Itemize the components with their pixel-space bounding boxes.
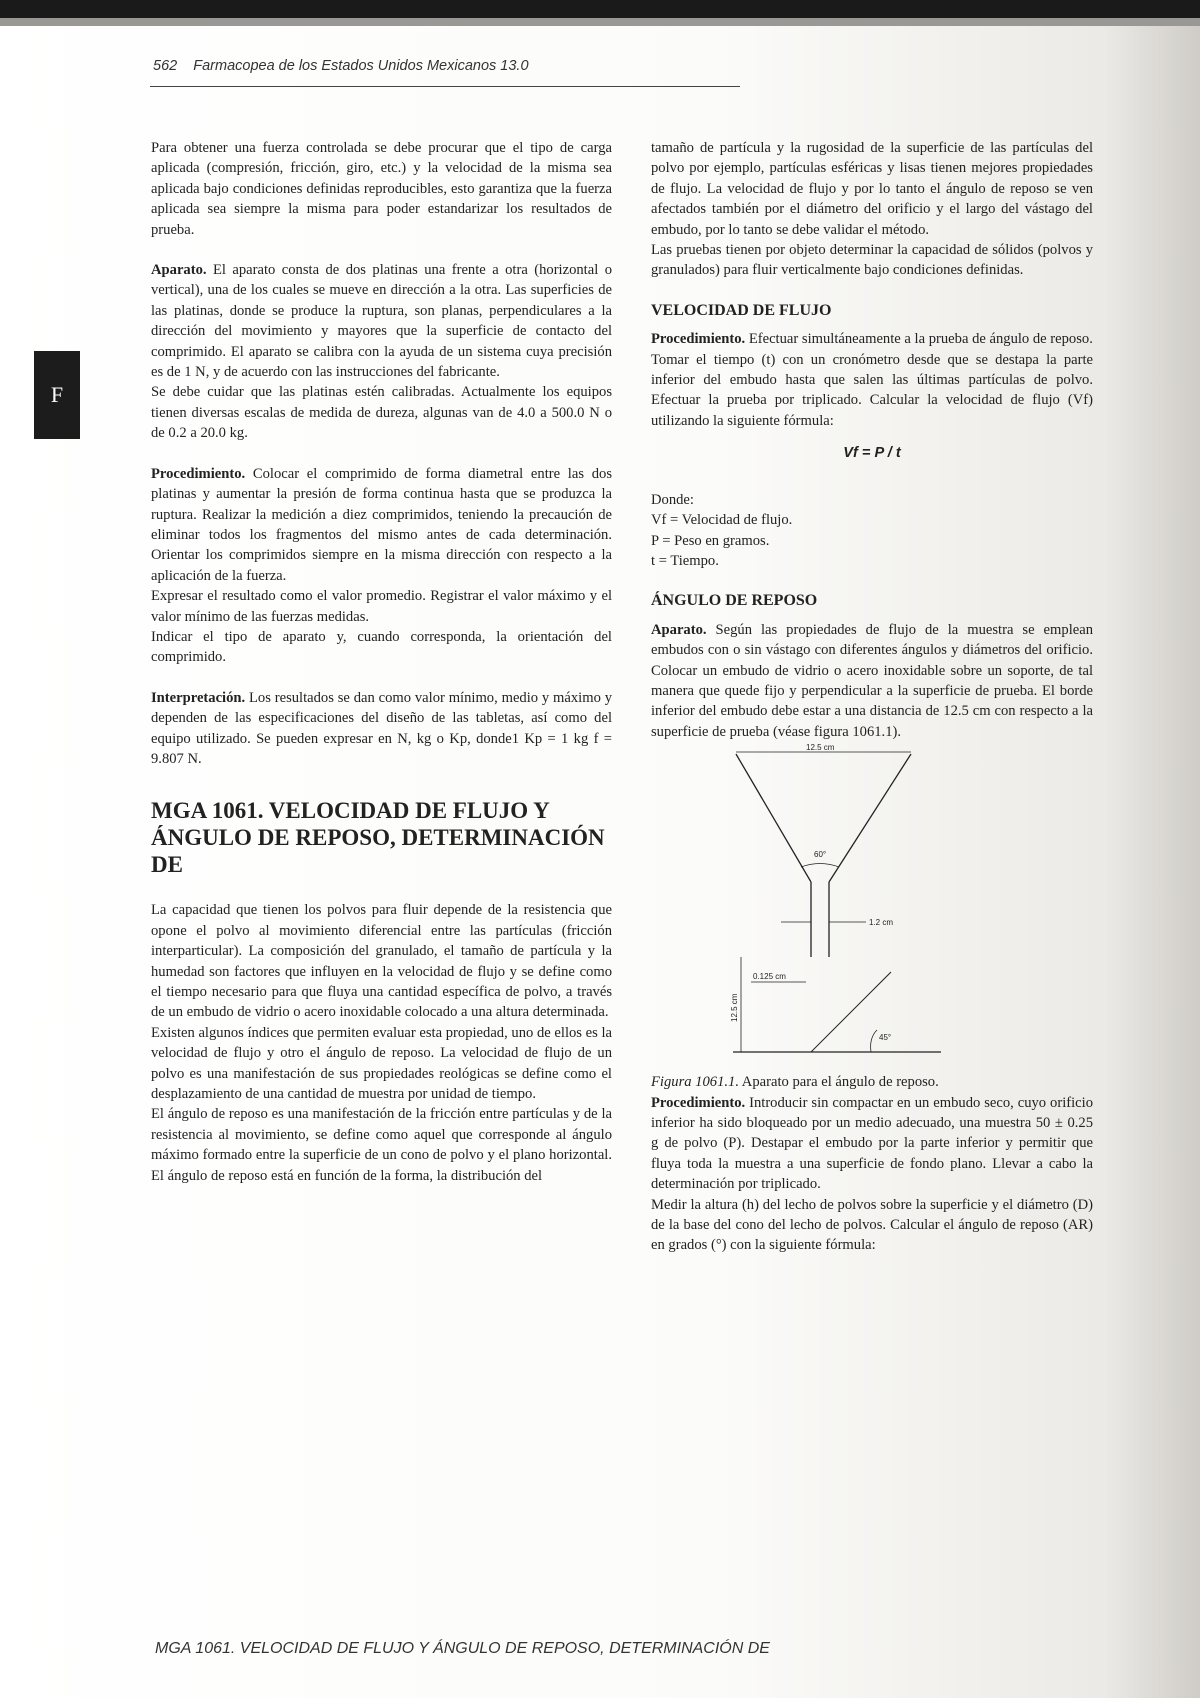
header-title: Farmacopea de los Estados Unidos Mexicanos 13.0: [193, 58, 529, 74]
text-procedimiento: Colocar el comprimido de forma diametral entre las dos platinas y aumentar la presión de forma continua hasta que se produzca la ruptura. Realizar la medición a diez comprimidos, teniendo la precaución de eliminar todos los fragmentos del mismo antes de cada determinación. Orientar los comprimidos siempre en la misma dirección con respecto a la aplicación de la fuerza.: [151, 465, 612, 584]
right-column: [651, 138, 1093, 1256]
paragraph-medir: Medir la altura (h) del lecho de polvos sobre la superficie y el diámetro (D) de la base del cono del lecho de polvos. Calcular el ángulo de reposo (AR) en grados (°) con la siguiente fórmula:: [651, 1196, 1093, 1254]
text-vf-procedimiento: Efectuar simultáneamente a la prueba de ángulo de reposo.: [745, 331, 1093, 348]
paragraph-calibradas: Se debe cuidar que las platinas estén calibradas. Actualmente los equipos tienen diversas escalas de medida de dureza, algunas van de 4.0 a 500.0 N o de 0.2 a 20.0 kg.: [151, 384, 612, 442]
paragraph-expresar: Expresar el resultado como el valor promedio. Registrar el valor máximo y el valor mínimo de las fuerzas medidas.: [151, 588, 612, 625]
heading-angulo-reposo: ÁNGULO DE REPOSO: [651, 592, 818, 610]
definition-vf: Vf = Velocidad de flujo.: [651, 512, 793, 529]
label-aparato: Aparato.: [151, 262, 207, 279]
caption-number: Figura 1061.1.: [651, 1074, 739, 1091]
paragraph-pruebas: Las pruebas tienen por objeto determinar la capacidad de sólidos (polvos y granulados) para fluir verticalmente bajo condiciones definidas.: [651, 242, 1093, 279]
paragraph-ar-aparato: [651, 620, 1093, 742]
running-footer: MGA 1061. VELOCIDAD DE FLUJO Y ÁNGULO DE REPOSO, DETERMINACIÓN DE: [155, 1640, 770, 1657]
figure-1061-1: [651, 742, 1093, 1072]
label-stem: 1.2 cm: [869, 918, 894, 928]
paragraph-procedimiento: [151, 464, 612, 586]
label-ar-aparato: Aparato.: [651, 621, 707, 638]
section-tab: [34, 351, 80, 439]
donde-label: Donde:: [651, 491, 694, 508]
label-vf-procedimiento: Procedimiento.: [651, 331, 746, 348]
scan-top-edge-shadow: [0, 18, 1200, 26]
label-height: 12.5 cm: [730, 993, 739, 1023]
label-orifice: 0.125 cm: [753, 972, 786, 982]
scan-top-edge: [0, 0, 1200, 18]
paragraph-capacidad: La capacidad que tienen los polvos para fluir depende de la resistencia que opone el polvo al movimiento diferencial entre las partículas (fricción interparticular). La composición del granulado, el tamaño de partícula y la humedad son factores que influyen en la velocidad de flujo y se define como el tiempo necesario para que fluya una cantidad específica de polvo, a través de un embudo de vidrio o acero inoxidable colocado a una altura determinada.: [151, 902, 612, 1021]
definition-t: t = Tiempo.: [651, 552, 719, 569]
text-aparato: El aparato consta de dos platinas una frente a otra (horizontal o vertical), una de los cuales se mueve en dirección a la otra. Las superficies de las platinas, donde se produce la ruptura, son planas, perpendiculares a la dirección del movimiento y mayores que la superficie de contacto del comprimido. El aparato se calibra con la ayuda de un sistema cuya precisión es de 1 N, y de acuerdo con las instrucciones del fabricante.: [151, 262, 612, 381]
caption-text: Aparato para el ángulo de reposo.: [738, 1074, 939, 1091]
page-number: 562: [153, 58, 178, 74]
text-interpretacion: Los resultados se dan como valor mínimo, medio y máximo y dependen de las especificaciones del diseño de las tabletas, así como del equipo utilizado. Se pueden expresar en N, kg o Kp, donde1 Kp = 1 kg f = 9.807 N.: [151, 689, 612, 767]
paragraph-ar-procedimiento: [651, 1093, 1093, 1195]
text-ar-aparato: Según las propiedades de flujo de la muestra se emplean embudos con o sin vástago con diferentes ángulos y diámetros del orificio. Colocar un embudo de vidrio o acero inoxidable sobre un soporte, de tal manera que quede fijo y perpendicular a la superficie de prueba. El borde inferior del embudo debe estar a una distancia de 12.5 cm con respecto a la superficie de prueba (véase figura 1061.1).: [651, 621, 1093, 740]
angle-arc-bottom: [871, 1030, 877, 1052]
funnel-diagram: [711, 742, 1031, 1072]
formula-velocidad: Vf = P / t: [843, 445, 901, 462]
paragraph-interpretacion: [151, 688, 612, 770]
definition-p: P = Peso en gramos.: [651, 532, 770, 549]
section-tab-letter: F: [50, 382, 64, 407]
text-ar-procedimiento: Introducir sin compactar en un embudo seco, cuyo orificio inferior ha sido bloqueado por un medio adecuado, una muestra 50 ± 0.25 g de polvo (P). Destapar el embudo por la parte inferior y permitir que fluya toda la muestra a una superficie de fondo plano. Llevar a cabo la determinación por triplicado.: [651, 1094, 1093, 1193]
paragraph-tamano: tamaño de partícula y la rugosidad de la superficie de las partículas del polvo por ejemplo, partículas esféricas y lisas tienen mejores propiedades de flujo. La velocidad de flujo y por lo tanto el ángulo de reposo se ven afectados también por el diámetro del orificio y el largo del vástago del embudo, por lo tanto se debe validar el método.: [651, 140, 1093, 238]
paragraph-angulo-def: El ángulo de reposo es una manifestación de la fricción entre partículas y de la resistencia al movimiento, se define como aquel que corresponde al ángulo máximo formado entre la superficie de un cono de polvo y el plano horizontal. El ángulo de reposo está en función de la forma, la distribución del: [151, 1106, 612, 1184]
paragraph-aparato: [151, 260, 612, 382]
heading-velocidad-flujo: VELOCIDAD DE FLUJO: [651, 301, 832, 319]
left-column: [151, 138, 612, 1186]
paragraph-intro: Para obtener una fuerza controlada se debe procurar que el tipo de carga aplicada (compresión, fricción, giro, etc.) y la velocidad de la misma sea aplicada bajo condiciones definidas reproducibles, esto garantiza que la fuerza aplicada sea siempre la misma para poder estandarizar los resultados de prueba.: [151, 140, 612, 238]
paragraph-indicar: Indicar el tipo de aparato y, cuando corresponda, la orientación del comprimido.: [151, 628, 612, 666]
label-angle-top: 60°: [814, 850, 827, 860]
funnel-left-wall: [736, 754, 811, 882]
figure-caption: [651, 1072, 1093, 1092]
label-ar-procedimiento: Procedimiento.: [651, 1094, 746, 1111]
angle-arc-top: [801, 864, 839, 868]
label-interpretacion: Interpretación.: [151, 689, 246, 706]
funnel-right-wall: [829, 754, 911, 882]
running-header: [153, 58, 529, 74]
mga-title: MGA 1061. VELOCIDAD DE FLUJO Y ÁNGULO DE REPOSO, DETERMINACIÓN DE: [151, 798, 605, 878]
label-procedimiento: Procedimiento.: [151, 465, 246, 482]
paragraph-vf-procedimiento: [651, 329, 1093, 349]
header-rule: [150, 86, 740, 87]
paragraph-tomar: Tomar el tiempo (t) con un cronómetro desde que se destapa la parte inferior del embudo hasta que salen las últimas partículas de polvo. Efectuar la prueba por triplicado. Calcular la velocidad de flujo (Vf) utilizando la siguiente fórmula:: [651, 351, 1093, 429]
label-angle-bottom: 45°: [879, 1033, 892, 1043]
label-top-width: 12.5 cm: [806, 743, 835, 753]
paragraph-indices: Existen algunos índices que permiten evaluar esta propiedad, uno de ellos es la velocidad de flujo y otro el ángulo de reposo. La velocidad de flujo de un polvo es una manifestación de sus propiedades reológicas se define como el desplazamiento de una cantidad de muestra por unidad de tiempo.: [151, 1024, 612, 1103]
